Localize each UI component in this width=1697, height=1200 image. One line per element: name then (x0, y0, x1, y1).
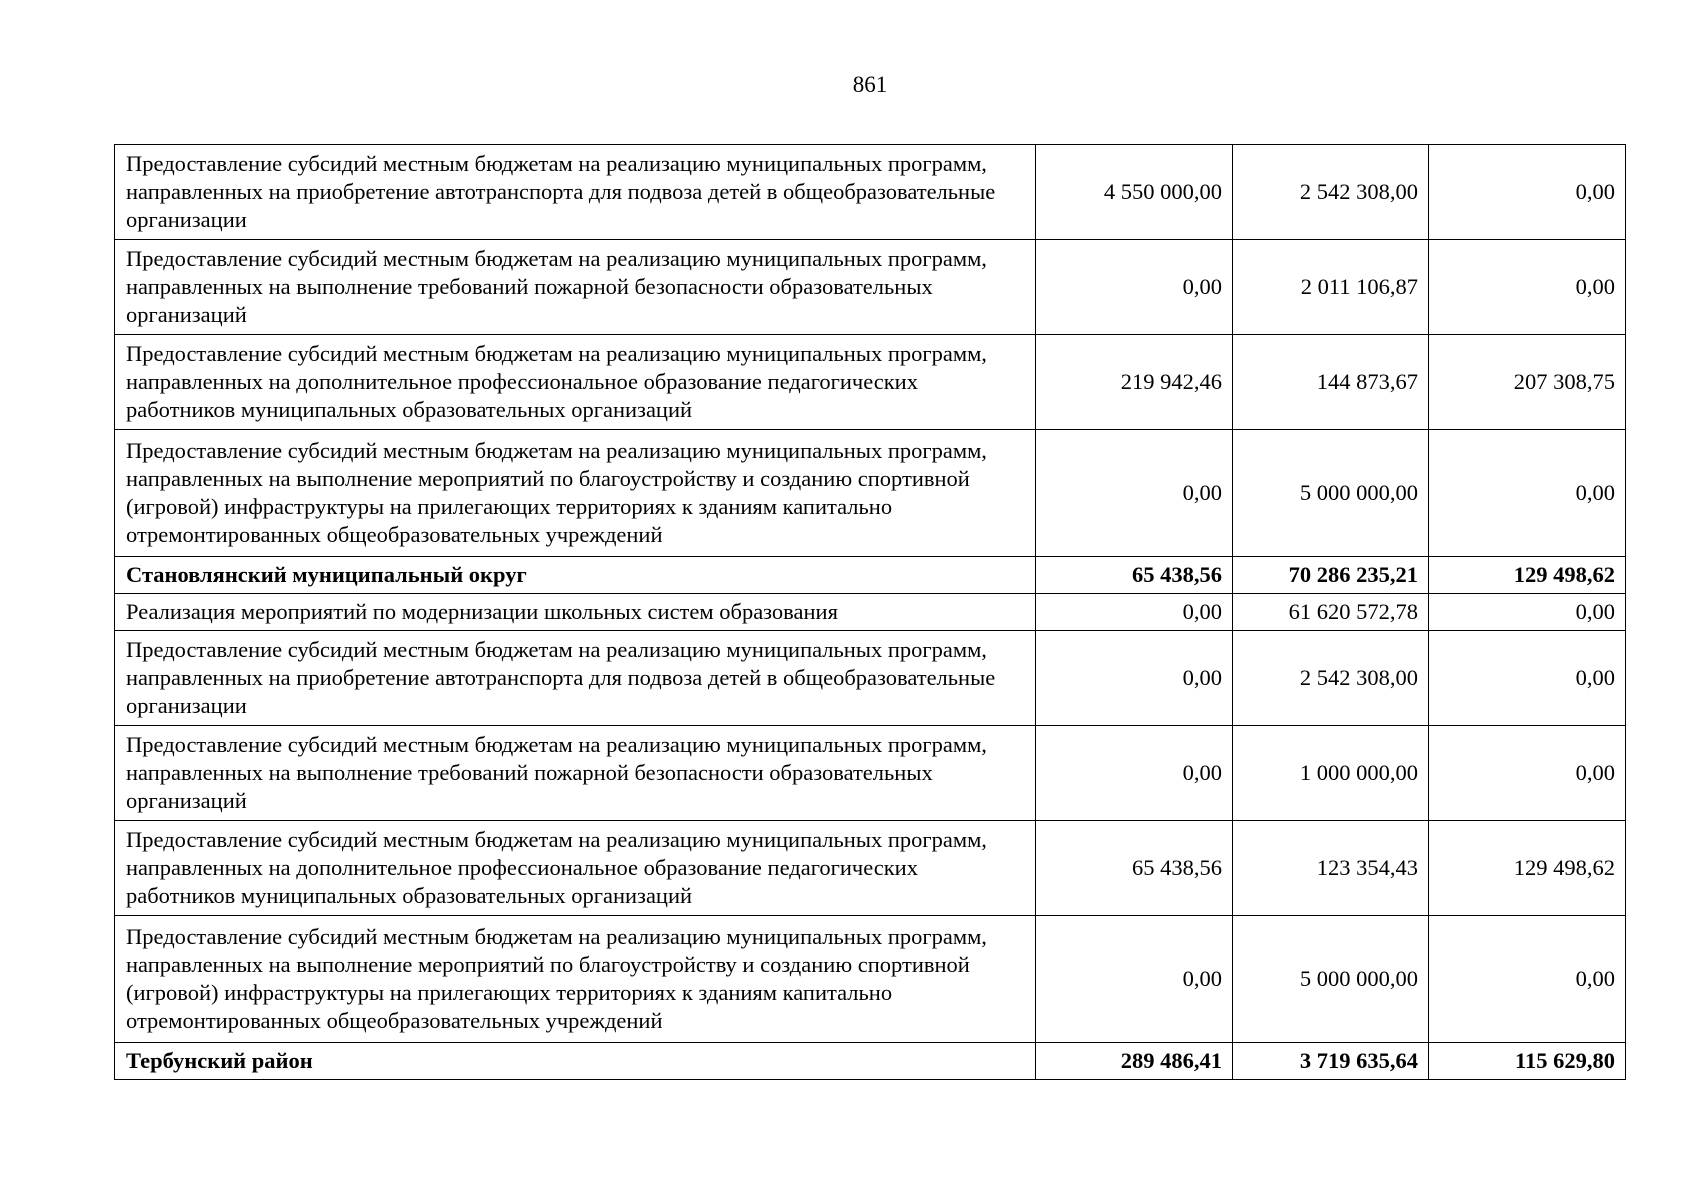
row-value-2: 70 286 235,21 (1233, 557, 1429, 594)
row-value-3: 115 629,80 (1429, 1043, 1626, 1080)
row-value-1: 219 942,46 (1036, 335, 1233, 430)
row-description: Предоставление субсидий местным бюджетам на реализацию муниципальных программ, направленных на приобретение автотранспорта для подвоза детей в общеобразовательные организации (115, 145, 1036, 240)
row-value-2: 2 542 308,00 (1233, 631, 1429, 726)
row-value-2: 144 873,67 (1233, 335, 1429, 430)
row-value-1: 0,00 (1036, 594, 1233, 631)
table-row (115, 821, 1626, 916)
table-row (115, 631, 1626, 726)
row-value-1: 0,00 (1036, 430, 1233, 557)
row-value-1: 0,00 (1036, 916, 1233, 1043)
row-description: Предоставление субсидий местным бюджетам на реализацию муниципальных программ, направленных на дополнительное профессиональное образование педагогических работников муниципальных образовательных организаций (115, 335, 1036, 430)
row-value-3: 0,00 (1429, 631, 1626, 726)
table-row (115, 916, 1626, 1043)
row-value-2: 1 000 000,00 (1233, 726, 1429, 821)
row-value-2: 2 011 106,87 (1233, 240, 1429, 335)
row-value-3: 0,00 (1429, 240, 1626, 335)
row-description: Предоставление субсидий местным бюджетам на реализацию муниципальных программ, направленных на выполнение требований пожарной безопасности образовательных организаций (115, 240, 1036, 335)
row-value-1: 0,00 (1036, 631, 1233, 726)
row-description: Предоставление субсидий местным бюджетам на реализацию муниципальных программ, направленных на приобретение автотранспорта для подвоза детей в общеобразовательные организации (115, 631, 1036, 726)
row-value-2: 5 000 000,00 (1233, 430, 1429, 557)
row-value-1: 0,00 (1036, 726, 1233, 821)
page-number: 861 (852, 72, 888, 97)
row-value-1: 289 486,41 (1036, 1043, 1233, 1080)
row-description: Тербунский район (115, 1043, 1036, 1080)
row-value-3: 0,00 (1429, 916, 1626, 1043)
table-row (115, 145, 1626, 240)
table-row-total (115, 1043, 1626, 1080)
row-description: Предоставление субсидий местным бюджетам на реализацию муниципальных программ, направленных на выполнение мероприятий по благоустройству и созданию спортивной (игровой) инфраструктуры на прилегающих территориях к зданиям капитально отремонтированных общеобразовательных учреждений (115, 430, 1036, 557)
row-value-3: 0,00 (1429, 430, 1626, 557)
row-value-3: 129 498,62 (1429, 557, 1626, 594)
row-value-1: 0,00 (1036, 240, 1233, 335)
table-row (115, 430, 1626, 557)
table-row (115, 594, 1626, 631)
row-value-3: 129 498,62 (1429, 821, 1626, 916)
row-value-1: 4 550 000,00 (1036, 145, 1233, 240)
budget-table (114, 144, 1626, 1080)
table-row (115, 726, 1626, 821)
row-value-2: 5 000 000,00 (1233, 916, 1429, 1043)
row-value-1: 65 438,56 (1036, 557, 1233, 594)
table-row (115, 335, 1626, 430)
row-value-1: 65 438,56 (1036, 821, 1233, 916)
row-description: Реализация мероприятий по модернизации школьных систем образования (115, 594, 1036, 631)
row-value-3: 0,00 (1429, 145, 1626, 240)
table-row (115, 240, 1626, 335)
row-description: Становлянский муниципальный округ (115, 557, 1036, 594)
table-row-total (115, 557, 1626, 594)
row-description: Предоставление субсидий местным бюджетам на реализацию муниципальных программ, направленных на выполнение требований пожарной безопасности образовательных организаций (115, 726, 1036, 821)
row-value-2: 2 542 308,00 (1233, 145, 1429, 240)
row-description: Предоставление субсидий местным бюджетам на реализацию муниципальных программ, направленных на дополнительное профессиональное образование педагогических работников муниципальных образовательных организаций (115, 821, 1036, 916)
row-value-2: 123 354,43 (1233, 821, 1429, 916)
row-value-3: 0,00 (1429, 594, 1626, 631)
row-value-3: 0,00 (1429, 726, 1626, 821)
row-value-2: 61 620 572,78 (1233, 594, 1429, 631)
row-value-3: 207 308,75 (1429, 335, 1626, 430)
row-description: Предоставление субсидий местным бюджетам на реализацию муниципальных программ, направленных на выполнение мероприятий по благоустройству и созданию спортивной (игровой) инфраструктуры на прилегающих территориях к зданиям капитально отремонтированных общеобразовательных учреждений (115, 916, 1036, 1043)
row-value-2: 3 719 635,64 (1233, 1043, 1429, 1080)
